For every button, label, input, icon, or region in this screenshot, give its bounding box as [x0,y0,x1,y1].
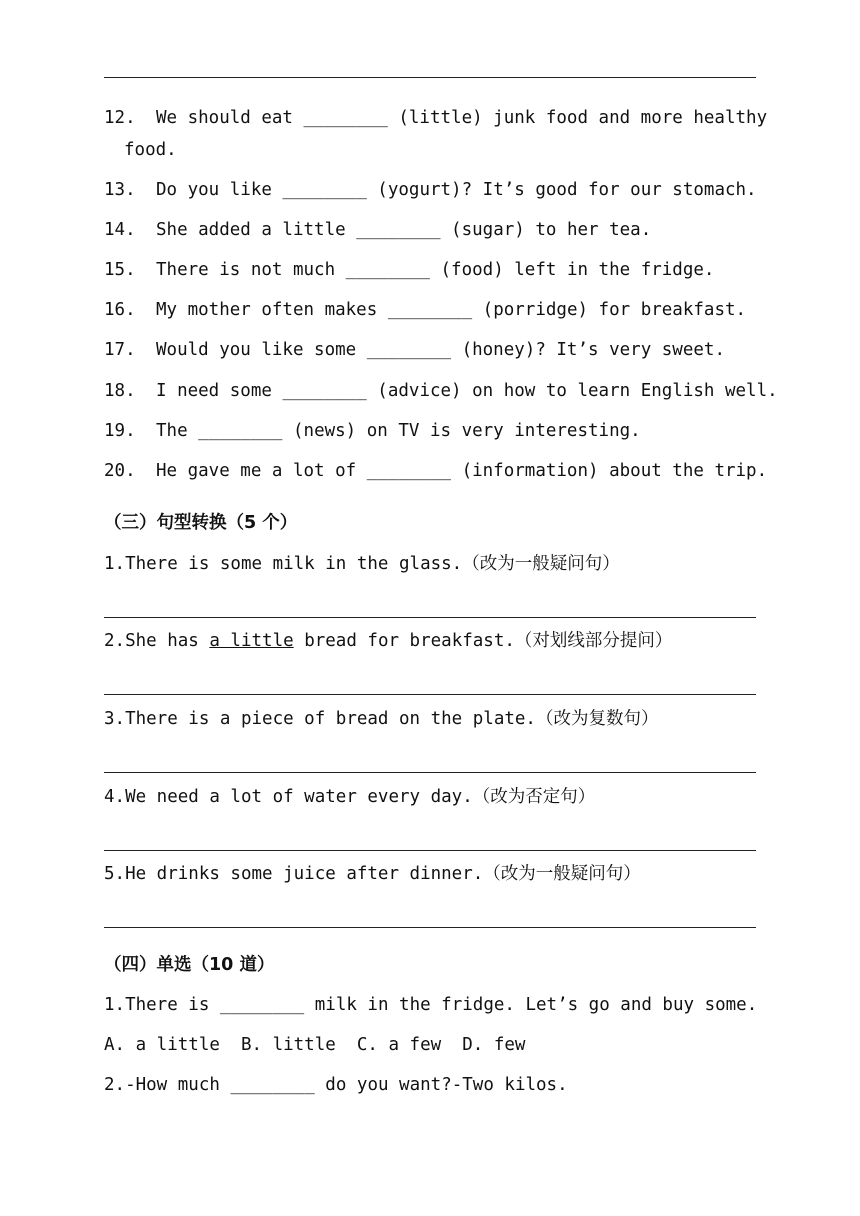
item-text-after: (little) junk food and more healthy [398,108,768,128]
fill-item-12-continued: food. [124,140,177,160]
fill-item-17 [104,339,725,361]
transform-sentence-end: bread for breakfast. [293,631,515,651]
answer-line-4[interactable] [104,850,756,851]
transform-sentence: 4.We need a lot of water every day. [104,787,473,807]
item-text-after: (sugar) to her tea. [451,220,652,240]
transform-instruction: （改为一般疑问句） [462,554,620,574]
item-text-after: (news) on TV is very interesting. [293,421,641,441]
section-four-heading: （四）单选（10 道） [104,955,275,975]
transform-item-2 [104,630,672,652]
answer-blank[interactable]: ________ [230,1075,315,1095]
item-number: 17. [104,340,136,360]
item-text-after: (food) left in the fridge. [440,260,715,280]
answer-blank[interactable]: ________ [366,461,452,481]
item-text-before: We should eat [156,108,293,128]
item-text-before: He gave me a lot of [156,461,357,481]
item-text-before: The [156,421,188,441]
fill-item-14 [104,219,651,241]
item-text-after: (honey)? It’s very sweet. [461,340,725,360]
item-text-before: Would you like some [156,340,357,360]
answer-blank[interactable]: ________ [282,180,367,200]
answer-line-1[interactable] [104,617,756,618]
answer-blank[interactable]: ________ [198,421,283,441]
item-number: 13. [104,180,136,200]
fill-item-18 [104,380,778,402]
item-text-before: Do you like [156,180,272,200]
transform-instruction: （改为一般疑问句） [483,864,641,884]
item-text-before: There is not much [156,260,336,280]
transform-item-4 [104,786,595,808]
fill-item-19 [104,420,641,442]
item-text-before: She added a little [156,220,346,240]
item-number: 16. [104,300,136,320]
item-text-before: My mother often makes [156,300,378,320]
item-number: 18. [104,381,136,401]
item-number: 20. [104,461,136,481]
answer-blank[interactable]: ________ [345,260,430,280]
underlined-phrase: a little [209,631,294,651]
item-number: 14. [104,220,136,240]
top-divider [104,77,756,78]
choice-question-2 [104,1074,568,1096]
answer-line-3[interactable] [104,772,756,773]
item-text-after: (porridge) for breakfast. [482,300,747,320]
fill-item-15 [104,259,714,281]
answer-line-5[interactable] [104,927,756,928]
transform-sentence-start: 2.She has [104,631,210,651]
fill-item-12 [104,107,767,129]
transform-item-3 [104,708,658,730]
question-text-before: 2.-How much [104,1075,220,1095]
answer-blank[interactable]: ________ [219,995,305,1015]
item-number: 15. [104,260,136,280]
question-text-before: 1.There is [104,995,210,1015]
item-text-before: I need some [156,381,272,401]
choice-question-1 [104,994,757,1016]
answer-blank[interactable]: ________ [282,381,367,401]
section-three-heading: （三）句型转换（5 个） [104,513,298,533]
answer-blank[interactable]: ________ [366,340,452,360]
transform-sentence: 3.There is a piece of bread on the plate. [104,709,536,729]
answer-blank[interactable]: ________ [303,108,388,128]
transform-instruction: （改为否定句） [472,787,596,807]
transform-instruction: （改为复数句） [535,709,659,729]
answer-blank[interactable]: ________ [356,220,441,240]
question-text-after: do you want?-Two kilos. [325,1075,568,1095]
choice-options-1: A. a little B. little C. a few D. few [104,1035,526,1055]
fill-item-20 [104,460,767,482]
transform-instruction: （对划线部分提问） [514,631,673,651]
transform-sentence: 1.There is some milk in the glass. [104,554,463,574]
transform-item-5 [104,863,641,885]
item-text-after: (information) about the trip. [461,461,768,481]
item-number: 12. [104,108,136,128]
fill-item-16 [104,299,746,321]
fill-item-13 [104,179,757,201]
transform-sentence: 5.He drinks some juice after dinner. [104,864,484,884]
question-text-after: milk in the fridge. Let’s go and buy some. [314,995,758,1015]
item-number: 19. [104,421,136,441]
transform-item-1 [104,553,620,575]
item-text-after: (advice) on how to learn English well. [377,381,778,401]
answer-blank[interactable]: ________ [387,300,473,320]
item-text-after: (yogurt)? It’s good for our stomach. [377,180,757,200]
answer-line-2[interactable] [104,694,756,695]
